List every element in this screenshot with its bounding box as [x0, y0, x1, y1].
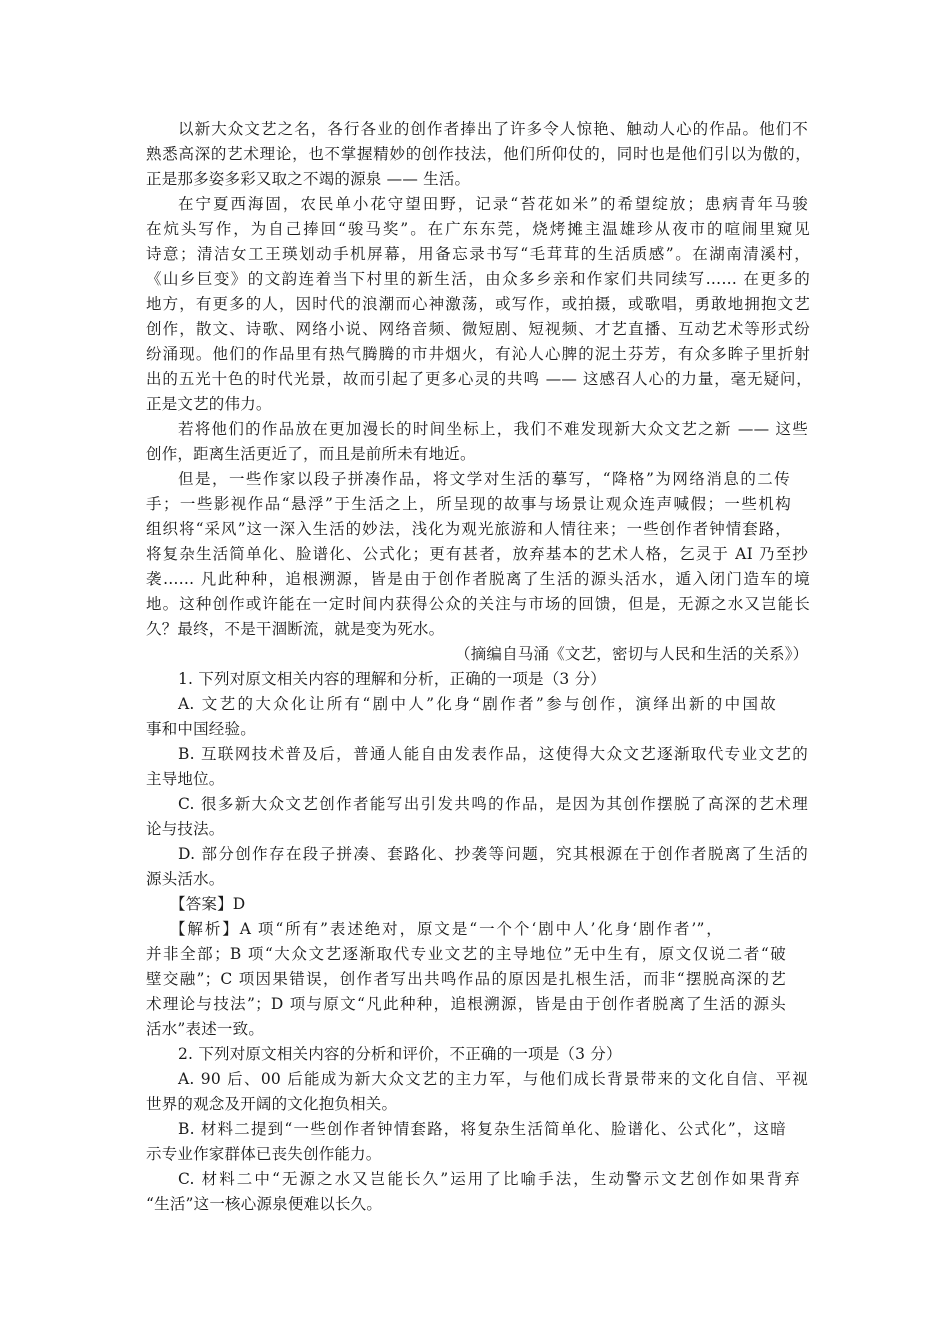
text-line: 手；一些影视作品“悬浮”于生活之上，所呈现的故事与场景让观众连声喊假；一些机构: [146, 495, 791, 513]
option-2c-cont: “生活”这一核心源泉便难以长久。: [146, 1195, 383, 1213]
option-2b-cont: 示专业作家群体已丧失创作能力。: [146, 1145, 382, 1163]
analysis-1: 【解析】A 项“所有”表述绝对，原文是“一个个‘剧中人’化身‘剧作者’”，: [170, 920, 722, 938]
option-1b-cont: 主导地位。: [146, 770, 225, 788]
text-line: 创作，距离生活更近了，而且是前所未有地近。: [146, 445, 476, 463]
text-line: 熟悉高深的艺术理论，也不掌握精妙的创作技法，他们所仰仗的，同时也是他们引以为傲的，: [146, 145, 811, 163]
question-1-stem: 1. 下列对原文相关内容的理解和分析，正确的一项是（3 分）: [178, 670, 607, 688]
text-line: 地方，有更多的人，因时代的浪潮而心神激荡，或写作，或拍摄，或歌唱，勇敢地拥抱文艺: [146, 295, 810, 313]
analysis-1-cont: 术理论与技法”；D 项与原文“凡此种种，追根溯源，皆是由于创作者脱离了生活的源头: [146, 995, 786, 1013]
text-line: 组织将“采风”这一深入生活的妙法，浅化为观光旅游和人情往来；一些创作者钟情套路，: [146, 520, 791, 538]
text-line: 出的五光十色的时代光景，故而引起了更多心灵的共鸣 —— 这感召人心的力量，毫无疑问，: [146, 370, 812, 388]
question-2-stem: 2. 下列对原文相关内容的分析和评价，不正确的一项是（3 分）: [178, 1045, 622, 1063]
option-1d: D. 部分创作存在段子拼凑、套路化、抄袭等问题，究其根源在于创作者脱离了生活的: [178, 845, 808, 863]
text-line: 地。这种创作或许能在一定时间内获得公众的关注与市场的回馈，但是，无源之水又岂能长: [146, 595, 810, 613]
analysis-1-cont: 活水”表述一致。: [146, 1020, 265, 1038]
source-citation: （摘编自马涌《文艺，密切与人民和生活的关系》）: [455, 645, 809, 663]
text-line: 创作，散文、诗歌、网络小说、网络音频、微短剧、短视频、才艺直播、互动艺术等形式纷: [146, 320, 810, 338]
text-line: 但是，一些作家以段子拼凑作品，将文学对生活的摹写，“降格”为网络消息的二传: [178, 470, 790, 488]
option-2a-cont: 世界的观念及开阔的文化抱负相关。: [146, 1095, 398, 1113]
option-1a-cont: 事和中国经验。: [146, 720, 256, 738]
analysis-1-cont: 并非全部；B 项“大众文艺逐渐取代专业文艺的主导地位”无中生有，原文仅说二者“破: [146, 945, 786, 963]
option-1c: C. 很多新大众文艺创作者能写出引发共鸣的作品，是因为其创作摆脱了高深的艺术理: [178, 795, 808, 813]
text-line: 若将他们的作品放在更加漫长的时间坐标上，我们不难发现新大众文艺之新 —— 这些: [178, 420, 808, 438]
option-1b: B. 互联网技术普及后，普通人能自由发表作品，这使得大众文艺逐渐取代专业文艺的: [178, 745, 808, 763]
option-1d-cont: 源头活水。: [146, 870, 225, 888]
answer-1: 【答案】D: [170, 895, 246, 913]
text-line: 袭…… 凡此种种，追根溯源，皆是由于创作者脱离了生活的源头活水，遁入闭门造车的境: [146, 570, 810, 588]
option-1a: A. 文艺的大众化让所有“剧中人”化身“剧作者”参与创作，演绎出新的中国故: [178, 695, 776, 713]
text-line: 在炕头写作，为自己捧回“骏马奖”。在广东东莞，烧烤摊主温雄珍从夜市的喧闹里窥见: [146, 220, 810, 238]
text-line: 正是那多姿多彩又取之不竭的源泉 —— 生活。: [146, 170, 471, 188]
text-line: 正是文艺的伟力。: [146, 395, 272, 413]
text-line: 纷涌现。他们的作品里有热气腾腾的市井烟火，有沁人心脾的泥土芬芳，有众多眸子里折射: [146, 345, 810, 363]
text-line: 以新大众文艺之名，各行各业的创作者捧出了许多令人惊艳、触动人心的作品。他们不: [178, 120, 808, 138]
option-1c-cont: 论与技法。: [146, 820, 225, 838]
option-2c: C. 材料二中“无源之水又岂能长久”运用了比喻手法，生动警示文艺创作如果背弃: [178, 1170, 800, 1188]
text-line: 在宁夏西海固，农民单小花守望田野，记录“苔花如米”的希望绽放；患病青年马骏: [178, 195, 808, 213]
text-line: 《山乡巨变》的文韵连着当下村里的新生活，由众多乡亲和作家们共同续写…… 在更多的: [146, 270, 810, 288]
text-line: 诗意；清洁女工王瑛划动手机屏幕，用备忘录书写“毛茸茸的生活质感”。在湖南清溪村，: [146, 245, 810, 263]
text-line: 久？最终，不是干涸断流，就是变为死水。: [146, 620, 445, 638]
option-2b: B. 材料二提到“一些创作者钟情套路，将复杂生活简单化、脸谱化、公式化”，这暗: [178, 1120, 786, 1138]
option-2a: A. 90 后、00 后能成为新大众文艺的主力军，与他们成长背景带来的文化自信、平视: [178, 1070, 808, 1088]
text-line: 将复杂生活简单化、脸谱化、公式化；更有甚者，放弃基本的艺术人格，乞灵于 AI 乃至抄: [146, 545, 808, 563]
analysis-1-cont: 壁交融”；C 项因果错误，创作者写出共鸣作品的原因是扎根生活，而非“摆脱高深的艺: [146, 970, 786, 988]
